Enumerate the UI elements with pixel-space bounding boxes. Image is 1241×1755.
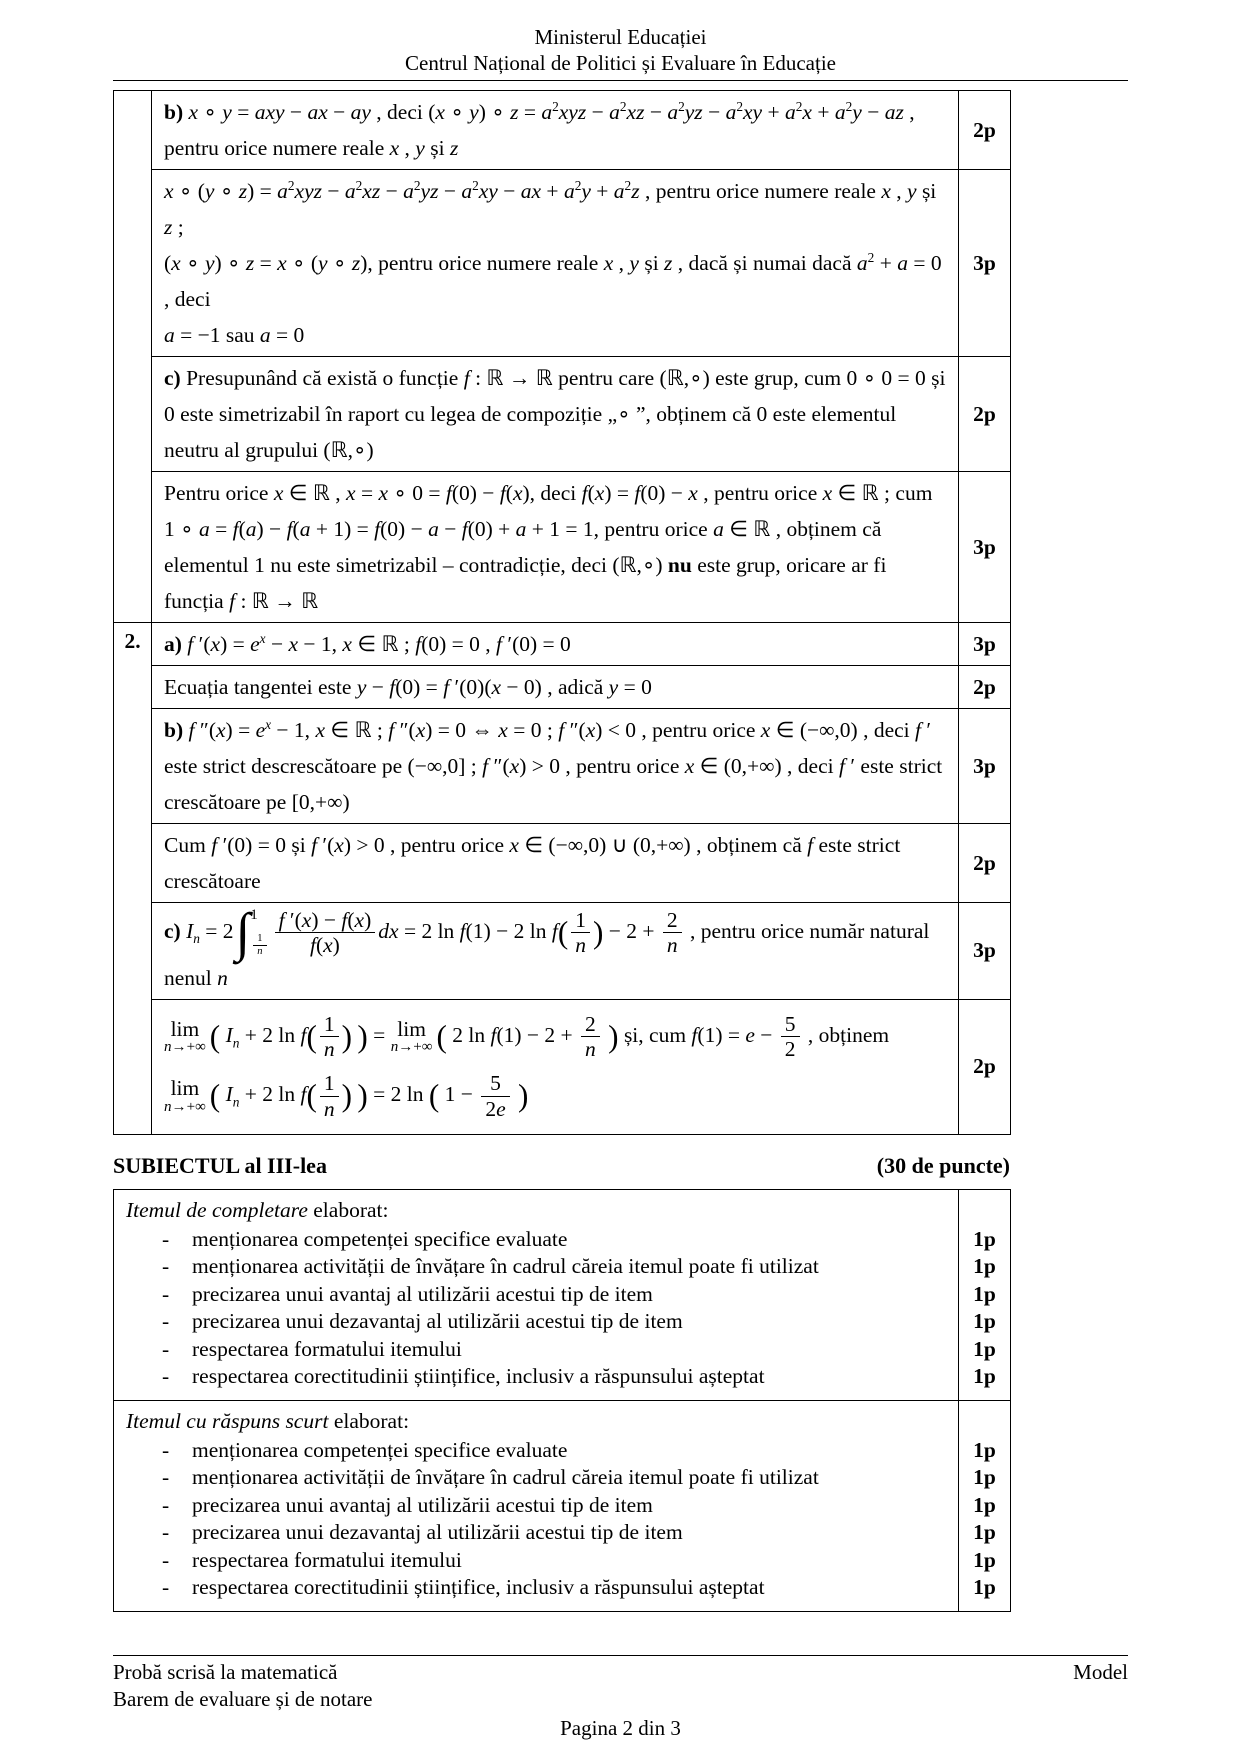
- scoring-table-subject2: [113, 90, 1011, 1135]
- dash-bullet: -: [162, 1575, 170, 1600]
- criteria-cell: [114, 1400, 959, 1611]
- solution-cell: a) f $'(x) = e^x - x - 1$, x ∈ ℝ ; f(0) = 0 , f ′(0) = 0: [152, 623, 959, 666]
- document-footer: [113, 1655, 1128, 1743]
- criterion-text: menționarea competenței specifice evaluate: [192, 1226, 568, 1251]
- scoring-row: [114, 91, 1011, 170]
- header-center: Centrul Național de Politici și Evaluare în Educație: [405, 51, 836, 75]
- criterion-item: [126, 1492, 950, 1520]
- scoring-row: [114, 903, 1011, 1000]
- header-ministry: Ministerul Educației: [534, 25, 707, 49]
- solution-cell: c) Presupunând că există o funcție f : ℝ → ℝ pentru care (ℝ,∘) este grup, cum 0 ∘ 0 = 0 și 0 este simetrizabil în raport cu legea de compoziție „∘ ”, obținem că 0 este elementul neutru al grupului (ℝ,∘): [152, 357, 959, 472]
- criterion-item: [126, 1363, 950, 1391]
- solution-cell: b) f $''(x) = e^x - 1$, x ∈ ℝ ; f ″(x) = 0 ⇔ x = 0 ; f ″(x) < 0 , pentru orice x ∈ (−∞,0) , deci f ′ este strict descrescătoare pe (−∞,0] ; f ″(x) > 0 , pentru orice x ∈ (0,+∞) , deci f ′ este strict crescătoare pe [0,+∞): [152, 709, 959, 824]
- dash-bullet: -: [162, 1226, 170, 1251]
- dash-bullet: -: [162, 1364, 170, 1389]
- footer-model-label: Model: [1073, 1660, 1128, 1684]
- dash-bullet: -: [162, 1465, 170, 1490]
- point-value: 1p: [973, 1254, 996, 1279]
- point-value: 1p: [973, 1437, 996, 1462]
- criterion-text: precizarea unui avantaj al utilizării acestui tip de item: [192, 1492, 653, 1517]
- point-value: 1p: [973, 1364, 996, 1389]
- criterion-item: [126, 1308, 950, 1336]
- criteria-block: [114, 1400, 1011, 1611]
- document-header: [113, 24, 1128, 81]
- points-cell: 2p: [959, 357, 1011, 472]
- points-cell: 3p: [959, 709, 1011, 824]
- document-page: [113, 0, 1128, 1612]
- section-title: SUBIECTUL al III-lea: [113, 1152, 327, 1178]
- points-cell: [959, 1189, 1011, 1400]
- solution-cell: b) x ∘ y = axy − ax − ay , deci (x ∘ y) ∘ $z = a^2xyz - a^2xz - a^2yz - a^2xy + a^2x + a^2y$ − az , pentru orice numere reale x , y și z: [152, 91, 959, 170]
- dash-bullet: -: [162, 1254, 170, 1279]
- points-cell: 3p: [959, 903, 1011, 1000]
- points-cell: 2p: [959, 666, 1011, 709]
- point-value: 1p: [973, 1309, 996, 1334]
- dash-bullet: -: [162, 1492, 170, 1517]
- scoring-table-subject3: [113, 1189, 1011, 1612]
- criterion-text: respectarea formatului itemului: [192, 1547, 462, 1572]
- dash-bullet: -: [162, 1520, 170, 1545]
- point-value: 1p: [973, 1336, 996, 1361]
- criterion-text: precizarea unui avantaj al utilizării acestui tip de item: [192, 1281, 653, 1306]
- scoring-row: [114, 472, 1011, 623]
- points-spacer: [960, 1195, 1009, 1226]
- solution-cell: Pentru orice x ∈ ℝ , x = x ∘ 0 = f(0) − f(x), deci f(x) = f(0) − x , pentru orice x ∈ ℝ ; cum 1 ∘ a = f(a) − f(a + 1) = f(0) − a − f(0) + a + 1 = 1, pentru orice a ∈ ℝ , obținem că elementul 1 nu este simetrizabil – contradicție, deci (ℝ,∘) nu este grup, oricare ar fi funcția f : ℝ → ℝ: [152, 472, 959, 623]
- scoring-row: [114, 357, 1011, 472]
- criterion-text: precizarea unui dezavantaj al utilizării acestui tip de item: [192, 1520, 683, 1545]
- criteria-block: [114, 1189, 1011, 1400]
- header-divider: [113, 80, 1128, 81]
- points-cell: 3p: [959, 472, 1011, 623]
- criterion-item: [126, 1281, 950, 1309]
- criterion-item: [126, 1226, 950, 1254]
- footer-divider: [113, 1655, 1128, 1656]
- criterion-item: [126, 1547, 950, 1575]
- criterion-item: [126, 1574, 950, 1602]
- scoring-row: [114, 623, 1011, 666]
- points-cell: 3p: [959, 170, 1011, 357]
- solution-cell: Ecuația tangentei este y − f(0) = f ′(0)(x − 0) , adică y = 0: [152, 666, 959, 709]
- solution-cell: x ∘ (y ∘ $z) = a^2xyz - a^2xz - a^2yz - a^2xy$ − ax + $a^2y + a^2z$ , pentru orice numere reale x , y și z ; (x ∘ y) ∘ z = x ∘ (y ∘ z), pentru orice numere reale x , y și z , dacă și numai dacă $a^2 + a = 0$ , deci a = −1 sau a = 0: [152, 170, 959, 357]
- dash-bullet: -: [162, 1281, 170, 1306]
- solution-cell: lim n→+∞ ( $I_n + 2$ ln f( $\frac{1}{n}$ ) ) = lim n→+∞ ( 2 ln f(1) − 2 + $\frac{2}{n}$ ) și, cum f(1) = e − $\frac{5}{2}$ , obținem lim n→+∞ ( $I_n + 2$ ln f( $\frac{1}{n}$ ) ) = 2 ln ( 1 − $\frac{5}{2e}$ ): [152, 999, 959, 1134]
- scoring-row: [114, 824, 1011, 903]
- block-header: Itemul de completare elaborat:: [126, 1197, 389, 1222]
- solution-cell: Cum f ′(0) = 0 și f ′(x) > 0 , pentru orice x ∈ (−∞,0) ∪ (0,+∞) , obținem că f este strict crescătoare: [152, 824, 959, 903]
- criterion-text: menționarea activității de învățare în cadrul căreia itemul poate fi utilizat: [192, 1465, 819, 1490]
- solution-cell: c) $I_n = 2$ ∫ 1 $\frac{1}{n}$ $\frac{f '(x) - f(x)}{f(x)}$ dx = 2 ln f(1) − 2 ln f( $\frac{1}{n}$ ) − 2 + $\frac{2}{n}$ , pentru orice număr natural nenul n: [152, 903, 959, 1000]
- criterion-item: [126, 1437, 950, 1465]
- points-cell: 2p: [959, 824, 1011, 903]
- scoring-row: [114, 709, 1011, 824]
- criteria-cell: [114, 1189, 959, 1400]
- problem-number-cell: 2.: [114, 623, 152, 1135]
- dash-bullet: -: [162, 1437, 170, 1462]
- point-value: 1p: [973, 1547, 996, 1572]
- footer-row: [113, 1659, 1128, 1686]
- criterion-text: respectarea corectitudinii științifice, inclusiv a răspunsului așteptat: [192, 1364, 765, 1389]
- point-value: 1p: [973, 1492, 996, 1517]
- points-spacer: [960, 1406, 1009, 1437]
- section-heading: [113, 1153, 1010, 1179]
- criterion-text: respectarea corectitudinii științifice, inclusiv a răspunsului așteptat: [192, 1575, 765, 1600]
- dash-bullet: -: [162, 1547, 170, 1572]
- criterion-text: menționarea activității de învățare în cadrul căreia itemul poate fi utilizat: [192, 1254, 819, 1279]
- scoring-row: [114, 999, 1011, 1134]
- criterion-text: menționarea competenței specifice evaluate: [192, 1437, 568, 1462]
- criterion-text: precizarea unui dezavantaj al utilizării acestui tip de item: [192, 1309, 683, 1334]
- criterion-item: [126, 1336, 950, 1364]
- points-cell: [959, 1400, 1011, 1611]
- point-value: 1p: [973, 1465, 996, 1490]
- point-value: 1p: [973, 1226, 996, 1251]
- problem-number-cell: [114, 91, 152, 623]
- scoring-row: [114, 170, 1011, 357]
- block-header: Itemul cu răspuns scurt elaborat:: [126, 1408, 410, 1433]
- section-points: (30 de puncte): [876, 1152, 1010, 1178]
- criterion-item: [126, 1519, 950, 1547]
- point-value: 1p: [973, 1575, 996, 1600]
- page-number: Pagina 2 din 3: [560, 1716, 681, 1740]
- footer-barem-label: Barem de evaluare și de notare: [113, 1687, 373, 1711]
- dash-bullet: -: [162, 1309, 170, 1334]
- criterion-text: respectarea formatului itemului: [192, 1336, 462, 1361]
- scoring-row: [114, 666, 1011, 709]
- point-value: 1p: [973, 1520, 996, 1545]
- points-cell: 3p: [959, 623, 1011, 666]
- dash-bullet: -: [162, 1336, 170, 1361]
- point-value: 1p: [973, 1281, 996, 1306]
- criterion-item: [126, 1253, 950, 1281]
- points-cell: 2p: [959, 999, 1011, 1134]
- points-cell: 2p: [959, 91, 1011, 170]
- criterion-item: [126, 1464, 950, 1492]
- footer-exam-name: Probă scrisă la matematică: [113, 1660, 338, 1684]
